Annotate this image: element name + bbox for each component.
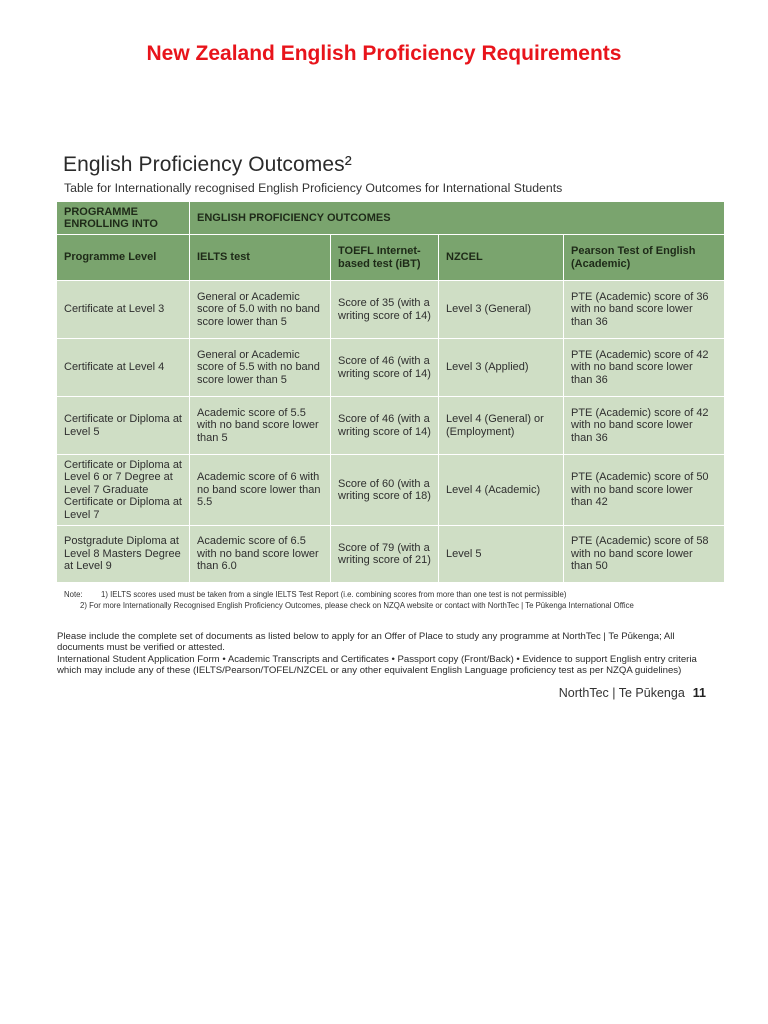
table-cell: Certificate or Diploma at Level 6 or 7 Degree at Level 7 Graduate Certificate or Diploma at Level 7 [57, 455, 190, 526]
table-row [57, 526, 725, 583]
table-cell: Level 3 (General) [439, 281, 564, 339]
table-row [57, 397, 725, 455]
table-cell: Certificate at Level 3 [57, 281, 190, 339]
table-cell: Level 4 (Academic) [439, 455, 564, 526]
table-cell: Score of 46 (with a writing score of 14) [331, 397, 439, 455]
page-number: 11 [692, 686, 706, 700]
footer-org: NorthTec | Te Pūkenga [558, 686, 685, 700]
table-row [57, 339, 725, 397]
column-header: NZCEL [439, 235, 564, 281]
table-row [57, 455, 725, 526]
table-cell: Score of 60 (with a writing score of 18) [331, 455, 439, 526]
column-header: Pearson Test of English (Academic) [564, 235, 725, 281]
table-cell: Score of 79 (with a writing score of 21) [331, 526, 439, 583]
table-cell: Level 4 (General) or (Employment) [439, 397, 564, 455]
document-requirements [57, 631, 717, 676]
column-header: TOEFL Internet-based test (iBT) [331, 235, 439, 281]
table-column-header-row [57, 235, 725, 281]
table-cell: PTE (Academic) score of 50 with no band score lower than 42 [564, 455, 725, 526]
table-cell: General or Academic score of 5.5 with no band score lower than 5 [190, 339, 331, 397]
table-cell: Academic score of 6.5 with no band score lower than 6.0 [190, 526, 331, 583]
group-header-programme: PROGRAMME ENROLLING INTO [57, 202, 190, 235]
table-cell: PTE (Academic) score of 42 with no band score lower than 36 [564, 397, 725, 455]
note-label: Note: [64, 590, 83, 599]
note-1 [64, 589, 634, 600]
group-header-outcomes: ENGLISH PROFICIENCY OUTCOMES [190, 202, 725, 235]
table-group-header-row [57, 202, 725, 235]
table-cell: PTE (Academic) score of 58 with no band score lower than 50 [564, 526, 725, 583]
section-title: English Proficiency Outcomes² [63, 153, 352, 176]
table-cell: General or Academic score of 5.0 with no band score lower than 5 [190, 281, 331, 339]
column-header: IELTS test [190, 235, 331, 281]
table-cell: Certificate at Level 4 [57, 339, 190, 397]
table-cell: PTE (Academic) score of 36 with no band score lower than 36 [564, 281, 725, 339]
table-row [57, 281, 725, 339]
page-footer [559, 686, 706, 700]
documents-list-paragraph: International Student Application Form • Academic Transcripts and Certificates • Passport copy (Front/Back) • Evidence to support English entry criteria which may include any of these (IELTS/Pearson/TOFEL/NZCEL or any other equivalent English Language proficiency test as per NZQA guidelines) [57, 653, 697, 676]
table-cell: Score of 46 (with a writing score of 14) [331, 339, 439, 397]
proficiency-table [56, 201, 725, 583]
table-cell: Academic score of 5.5 with no band score lower than 5 [190, 397, 331, 455]
table-cell: Certificate or Diploma at Level 5 [57, 397, 190, 455]
table-cell: Academic score of 6 with no band score lower than 5.5 [190, 455, 331, 526]
table-cell: Level 5 [439, 526, 564, 583]
table-cell: PTE (Academic) score of 42 with no band score lower than 36 [564, 339, 725, 397]
page-title: New Zealand English Proficiency Requirements [146, 42, 622, 65]
table-notes [64, 589, 634, 611]
table-cell: Score of 35 (with a writing score of 14) [331, 281, 439, 339]
column-header: Programme Level [57, 235, 190, 281]
note-1-text: 1) IELTS scores used must be taken from a single IELTS Test Report (i.e. combining scores from more than one test is not permissible) [101, 590, 567, 599]
table-cell: Postgradute Diploma at Level 8 Masters Degree at Level 9 [57, 526, 190, 583]
section-subtitle: Table for Internationally recognised English Proficiency Outcomes for International Students [64, 181, 563, 195]
note-2: 2) For more Internationally Recognised English Proficiency Outcomes, please check on NZQA website or contact with NorthTec | Te Pūkenga International Office [80, 601, 634, 610]
table-cell: Level 3 (Applied) [439, 339, 564, 397]
requirements-paragraph: Please include the complete set of documents as listed below to apply for an Offer of Place to study any programme at NorthTec | Te Pūkenga; All documents must be verified or attested. [57, 631, 675, 654]
